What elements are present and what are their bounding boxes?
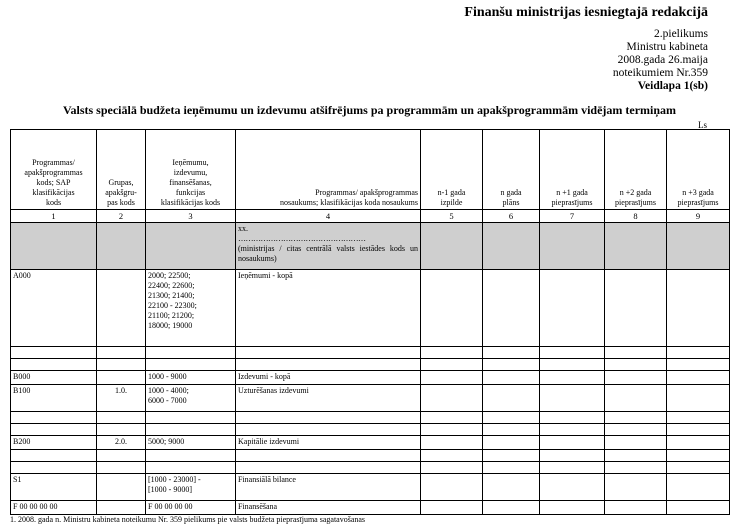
column-number: 8: [605, 210, 667, 223]
col-header-year-plus-3: n +3 gada pieprasījums: [667, 130, 730, 210]
row-classification: [1000 - 23000] - [1000 - 9000]: [146, 474, 236, 500]
row-classification: 2000; 22500; 22400; 22600; 21300; 21400; 22100 - 22300; 21100; 21200; 18000; 19000: [146, 269, 236, 346]
annex-regulation: noteikumiem Nr.359: [612, 67, 708, 79]
col-header-current-plan: n gada plāns: [483, 130, 540, 210]
table-row: [11, 385, 730, 411]
annex-issuer: Ministru kabineta: [626, 41, 708, 53]
row-group: 1.0.: [97, 385, 146, 411]
row-code: B100: [11, 385, 97, 411]
budget-table: [10, 129, 730, 515]
table-row-empty: [11, 450, 730, 462]
row-classification: 1000 - 4000; 6000 - 7000: [146, 385, 236, 411]
row-name: Uzturēšanas izdevumi: [236, 385, 421, 411]
col-header-group-code: Grupas, apakšgru- pas kods: [97, 130, 146, 210]
row-code: B000: [11, 371, 97, 385]
column-number: 6: [483, 210, 540, 223]
row-name: Ieņēmumi - kopā: [236, 269, 421, 346]
annex-date: 2008.gada 26.maija: [617, 54, 708, 66]
ministry-row: [11, 223, 730, 270]
row-code: B200: [11, 435, 97, 449]
col-header-classification-code: Ieņēmumu, izdevumu, finansēšanas, funkcijas klasifikācijas kods: [146, 130, 236, 210]
row-classification: 5000; 9000: [146, 435, 236, 449]
footnote: 1. 2008. gada n. Ministru kabineta noteikumu Nr. 359 pielikums pie valsts budžeta pieprasījuma sagatavošanas: [10, 515, 366, 524]
table-row-empty: [11, 358, 730, 370]
table-row: [11, 269, 730, 346]
row-group: [97, 269, 146, 346]
table-row: [11, 500, 730, 514]
table-row: [11, 371, 730, 385]
row-classification: 1000 - 9000: [146, 371, 236, 385]
table-row: [11, 474, 730, 500]
ministry-name-hint: (ministrijas / citas centrālā valsts iestādes kods un nosaukums): [238, 244, 418, 264]
row-name: Izdevumi - kopā: [236, 371, 421, 385]
column-number: 1: [11, 210, 97, 223]
row-group: [97, 474, 146, 500]
row-name: Finansēšana: [236, 500, 421, 514]
annex-reference: [613, 28, 708, 93]
ministry-code: xx.: [238, 224, 248, 234]
col-header-year-plus-1: n +1 gada pieprasījums: [540, 130, 605, 210]
row-code: S1: [11, 474, 97, 500]
column-number: 5: [421, 210, 483, 223]
row-name: Kapitālie izdevumi: [236, 435, 421, 449]
col-header-name: Programmas/ apakšprogrammas nosaukums; klasifikācijas koda nosaukums: [236, 130, 421, 210]
row-code: F 00 00 00 00: [11, 500, 97, 514]
approval-header: Finanšu ministrijas iesniegtajā redakcijā: [464, 5, 708, 20]
form-id: Veidlapa 1(sb): [637, 80, 708, 92]
column-number-row: [11, 210, 730, 223]
column-number: 7: [540, 210, 605, 223]
row-group: 2.0.: [97, 435, 146, 449]
row-classification: F 00 00 00 00: [146, 500, 236, 514]
document-title: Valsts speciālā budžeta ieņēmumu un izdevumu atšifrējums pa programmām un apakšprogrammām vidējam termiņam: [62, 103, 677, 117]
table-row: [11, 435, 730, 449]
ministry-name-placeholder: ……………………………………………: [238, 234, 366, 244]
column-number: 3: [146, 210, 236, 223]
row-code: A000: [11, 269, 97, 346]
table-header-row: [11, 130, 730, 210]
table-row-empty: [11, 423, 730, 435]
col-header-prev-year: n-1 gada izpilde: [421, 130, 483, 210]
row-group: [97, 500, 146, 514]
currency-label: Ls: [698, 120, 707, 130]
column-number: 2: [97, 210, 146, 223]
ministry-name-cell: [236, 223, 421, 270]
table-row-empty: [11, 346, 730, 358]
row-name: Finansiālā bilance: [236, 474, 421, 500]
col-header-year-plus-2: n +2 gada pieprasījums: [605, 130, 667, 210]
col-header-program-code: Programmas/ apakšprogrammas kods; SAP klasifikācijas kods: [11, 130, 97, 210]
column-number: 9: [667, 210, 730, 223]
row-group: [97, 371, 146, 385]
table-row-empty: [11, 411, 730, 423]
table-row-empty: [11, 462, 730, 474]
annex-number: 2.pielikums: [654, 28, 708, 40]
column-number: 4: [236, 210, 421, 223]
